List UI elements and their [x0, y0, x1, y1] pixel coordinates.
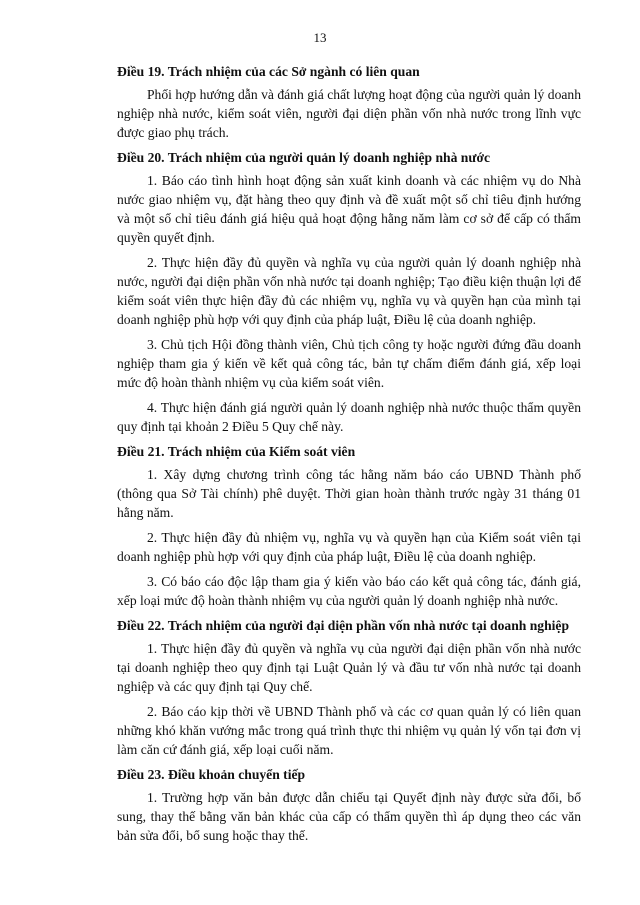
article-heading: Điều 21. Trách nhiệm của Kiểm soát viên [117, 444, 356, 459]
article-paragraph: 3. Có báo cáo độc lập tham gia ý kiến vào báo cáo kết quả công tác, đánh giá, xếp loại mức độ hoàn thành nhiệm vụ của người quản lý doanh nghiệp nhà nước. [117, 574, 581, 608]
article-heading: Điều 23. Điều khoản chuyển tiếp [117, 767, 306, 782]
article-23 [117, 765, 581, 845]
article-heading: Điều 20. Trách nhiệm của người quản lý doanh nghiệp nhà nước [117, 150, 491, 165]
article-21 [117, 442, 581, 610]
article-paragraph: 2. Thực hiện đầy đủ quyền và nghĩa vụ của người quản lý doanh nghiệp nhà nước, người đại diện phần vốn nhà nước tại doanh nghiệp; Tạo điều kiện thuận lợi để kiểm soát viên thực hiện đầy đủ các nhiệm vụ, nghĩa vụ và quyền hạn của mình tại doanh nghiệp phù hợp với quy định của pháp luật, Điều lệ của doanh nghiệp. [117, 255, 581, 327]
article-paragraph: 1. Trường hợp văn bản được dẫn chiếu tại Quyết định này được sửa đổi, bổ sung, thay thế bằng văn bản khác của cấp có thẩm quyền thì áp dụng theo các văn bản sửa đổi, bổ sung hoặc thay thế. [117, 790, 581, 843]
article-paragraph: 1. Xây dựng chương trình công tác hằng năm báo cáo UBND Thành phố (thông qua Sở Tài chính) phê duyệt. Thời gian hoàn thành trước ngày 31 tháng 01 hằng năm. [117, 467, 581, 520]
article-heading: Điều 22. Trách nhiệm của người đại diện phần vốn nhà nước tại doanh nghiệp [117, 618, 570, 633]
page-number: 13 [313, 30, 327, 45]
article-20 [117, 148, 581, 436]
article-paragraph: Phối hợp hướng dẫn và đánh giá chất lượng hoạt động của người quản lý doanh nghiệp nhà nước, kiểm soát viên, người đại diện phần vốn nhà nước trong lĩnh vực được giao phụ trách. [117, 87, 581, 140]
article-paragraph: 1. Báo cáo tình hình hoạt động sản xuất kinh doanh và các nhiệm vụ do Nhà nước giao nhiệm vụ, đặt hàng theo quy định và đề xuất một số chỉ tiêu định hướng và một số chỉ tiêu đánh giá hiệu quả hoạt động hằng năm làm cơ sở để cấp có thẩm quyền quyết định. [117, 173, 581, 245]
article-19 [117, 62, 581, 142]
article-paragraph: 2. Báo cáo kịp thời về UBND Thành phố và các cơ quan quản lý có liên quan những khó khăn vướng mắc trong quá trình thực thi nhiệm vụ quản lý vốn tại đơn vị làm căn cứ đánh giá, xếp loại cuối năm. [117, 704, 581, 757]
article-paragraph: 4. Thực hiện đánh giá người quản lý doanh nghiệp nhà nước thuộc thẩm quyền quy định tại khoản 2 Điều 5 Quy chế này. [117, 400, 581, 434]
article-heading: Điều 19. Trách nhiệm của các Sở ngành có liên quan [117, 64, 420, 79]
article-paragraph: 3. Chủ tịch Hội đồng thành viên, Chủ tịch công ty hoặc người đứng đầu doanh nghiệp tham gia ý kiến về kết quả công tác, bản tự chấm điểm đánh giá, xếp loại mức độ hoàn thành nhiệm vụ của kiểm soát viên. [117, 337, 581, 390]
article-paragraph: 1. Thực hiện đầy đủ quyền và nghĩa vụ của người đại diện phần vốn nhà nước tại doanh nghiệp theo quy định tại Luật Quản lý và đầu tư vốn nhà nước tại doanh nghiệp và các quy định tại Quy chế. [117, 641, 581, 694]
document-body [117, 62, 581, 851]
article-paragraph: 2. Thực hiện đầy đủ nhiệm vụ, nghĩa vụ và quyền hạn của Kiểm soát viên tại doanh nghiệp phù hợp với quy định của pháp luật, Điều lệ của doanh nghiệp. [117, 530, 581, 564]
article-22 [117, 616, 581, 759]
